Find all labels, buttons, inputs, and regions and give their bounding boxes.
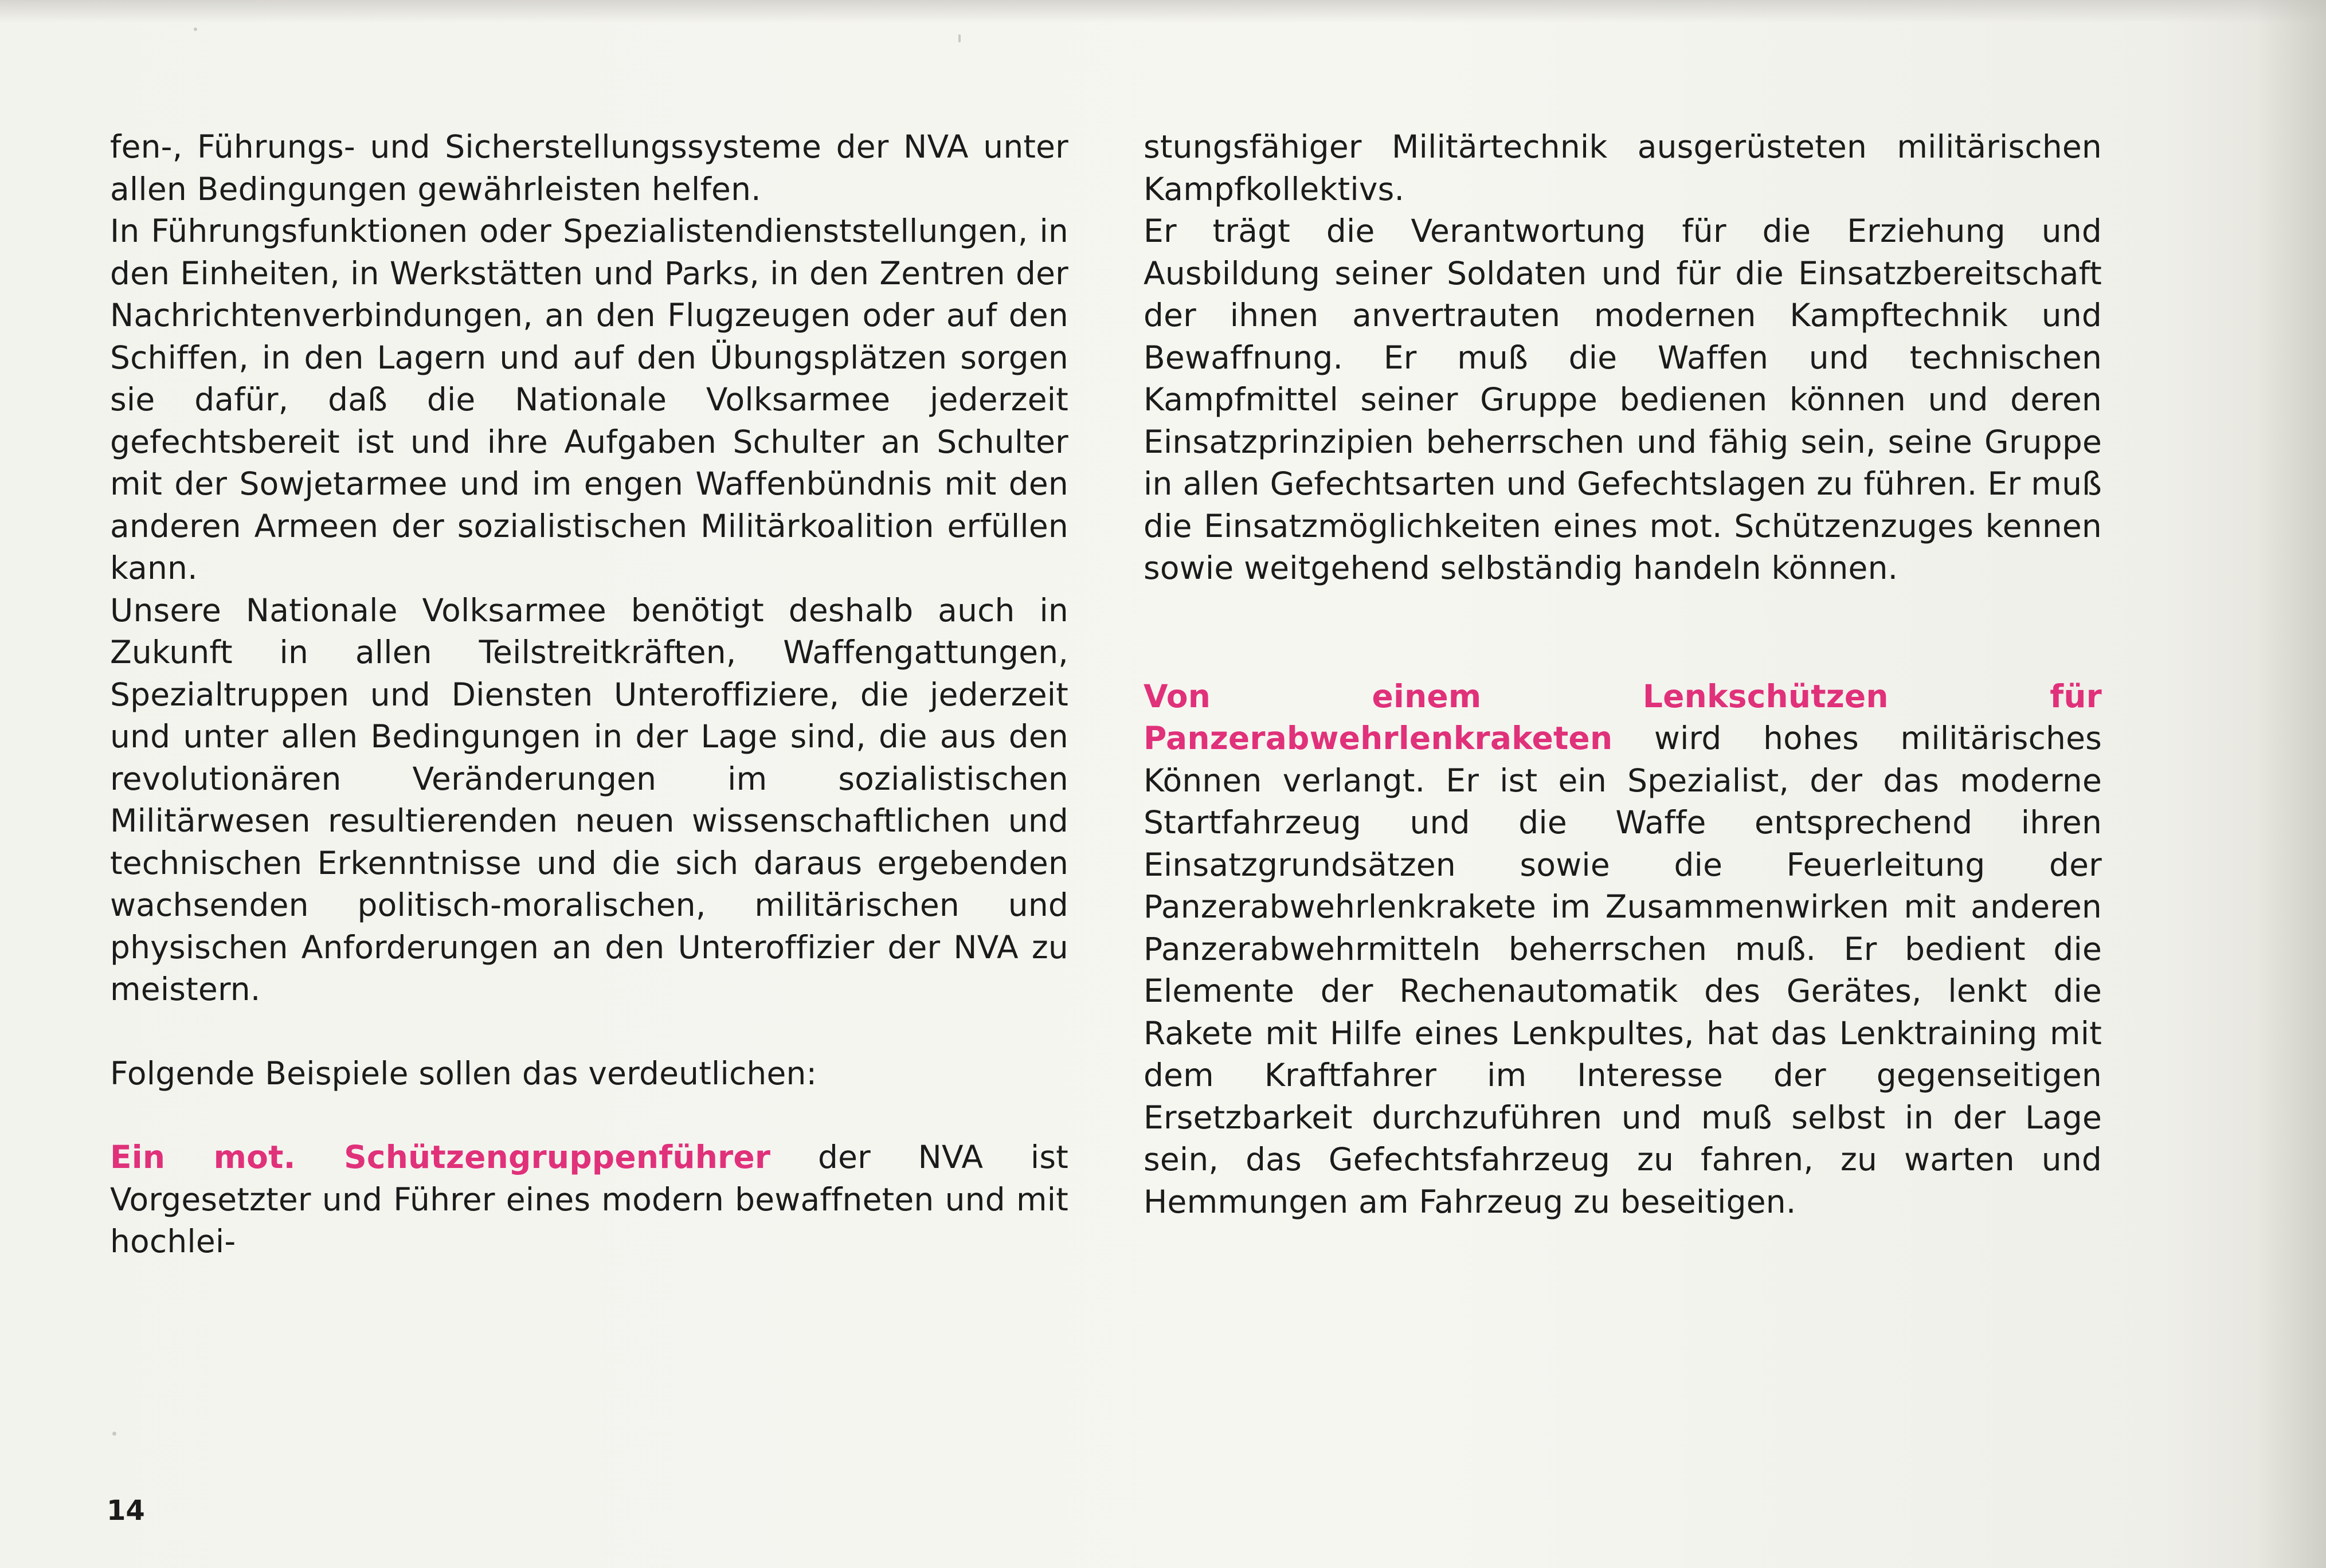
page-number: 14 xyxy=(107,1495,145,1527)
role-heading-missile-gunner: Von einem Lenkschützen für Panzerabwehrlenkraketen xyxy=(1144,677,2102,756)
left-paragraph-5 xyxy=(110,1136,1068,1263)
left-paragraph-2: In Führungsfunktionen oder Spezialistendienststellungen, in den Einheiten, in Werkstätten und Parks, in den Zentren der Nachrichtenverbindungen, an den Flugzeugen oder auf den Schiffen, in den Lagern und auf den Übungsplätzen sorgen sie dafür, daß die Nationale Volksarmee jederzeit gefechtsbereit ist und ihre Aufgaben Schulter an Schulter mit der Sowjetarmee und im engen Waffenbündnis mit den anderen Armeen der sozialistischen Militärkoalition erfüllen kann. xyxy=(110,213,1068,586)
left-paragraph-5-text: der NVA ist Vorgesetzter und Führer eines modern bewaffneten und mit hochlei- xyxy=(110,1139,1069,1260)
role-heading-squad-leader: Ein mot. Schützengruppenführer xyxy=(110,1139,771,1175)
left-text-column xyxy=(110,126,1068,1263)
right-paragraph-3 xyxy=(1144,676,2102,1224)
left-paragraph-4: Folgende Beispiele sollen das verdeutlichen: xyxy=(110,1055,817,1092)
paragraph-spacer xyxy=(1144,590,2102,676)
paragraph-spacer xyxy=(110,1095,1068,1136)
left-paragraph-3: Unsere Nationale Volksarmee benötigt deshalb auch in Zukunft in allen Teilstreitkräften, Waffengattungen, Spezialtruppen und Diensten Unteroffiziere, die jederzeit und unter allen Bedingungen in der Lage sind, die aus den revolutionären Veränderungen im sozialistischen Militärwesen resultierenden neuen wissenschaftlichen und technischen Erkenntnisse und die sich daraus ergebenden wachsenden politisch-moralischen, militärischen und physischen Anforderungen an den Unteroffizier der NVA zu meistern. xyxy=(110,591,1068,1008)
paper-speck xyxy=(112,1432,116,1436)
paragraph-spacer xyxy=(110,1011,1068,1053)
right-paragraph-1: stungsfähiger Militärtechnik ausgerüsteten militärischen Kampfkollektivs. xyxy=(1144,128,2102,207)
paper-speck xyxy=(958,34,961,42)
right-paragraph-3-text: wird hohes militärisches Können verlangt. Er ist ein Spezialist, der das moderne Startfahrzeug und die Waffe entsprechend ihren Einsatzgrundsätzen sowie die Feuerleitung der Panzerabwehrlenkrakete im Zusammenwirken mit anderen Panzerabwehrmitteln beherrschen muß. Er bedient die Elemente der Rechenautomatik des Gerätes, lenkt die Rakete mit Hilfe eines Lenkpultes, hat das Lenktraining mit dem Kraftfahrer im Interesse der gegenseitigen Ersetzbarkeit durchzuführen und muß selbst in der Lage sein, das Gefechtsfahrzeug zu fahren, zu warten und Hemmungen am Fahrzeug zu beseitigen. xyxy=(1144,720,2102,1220)
page-top-shadow xyxy=(0,0,2326,23)
page-gutter-shadow xyxy=(2257,0,2326,1568)
right-text-column xyxy=(1144,126,2102,1223)
right-paragraph-2: Er trägt die Verantwortung für die Erziehung und Ausbildung seiner Soldaten und für die Einsatzbereitschaft der ihnen anvertrauten modernen Kampftechnik und Bewaffnung. Er muß die Waffen und technischen Kampfmittel seiner Gruppe bedienen können und deren Einsatzprinzipien beherrschen und fähig sein, seine Gruppe in allen Gefechtsarten und Gefechtslagen zu führen. Er muß die Einsatzmöglichkeiten eines mot. Schützenzuges kennen sowie weitgehend selbständig handeln können. xyxy=(1144,213,2102,586)
paper-speck xyxy=(194,28,197,31)
left-paragraph-1: fen-, Führungs- und Sicherstellungssysteme der NVA unter allen Bedingungen gewährleisten helfen. xyxy=(110,128,1068,207)
